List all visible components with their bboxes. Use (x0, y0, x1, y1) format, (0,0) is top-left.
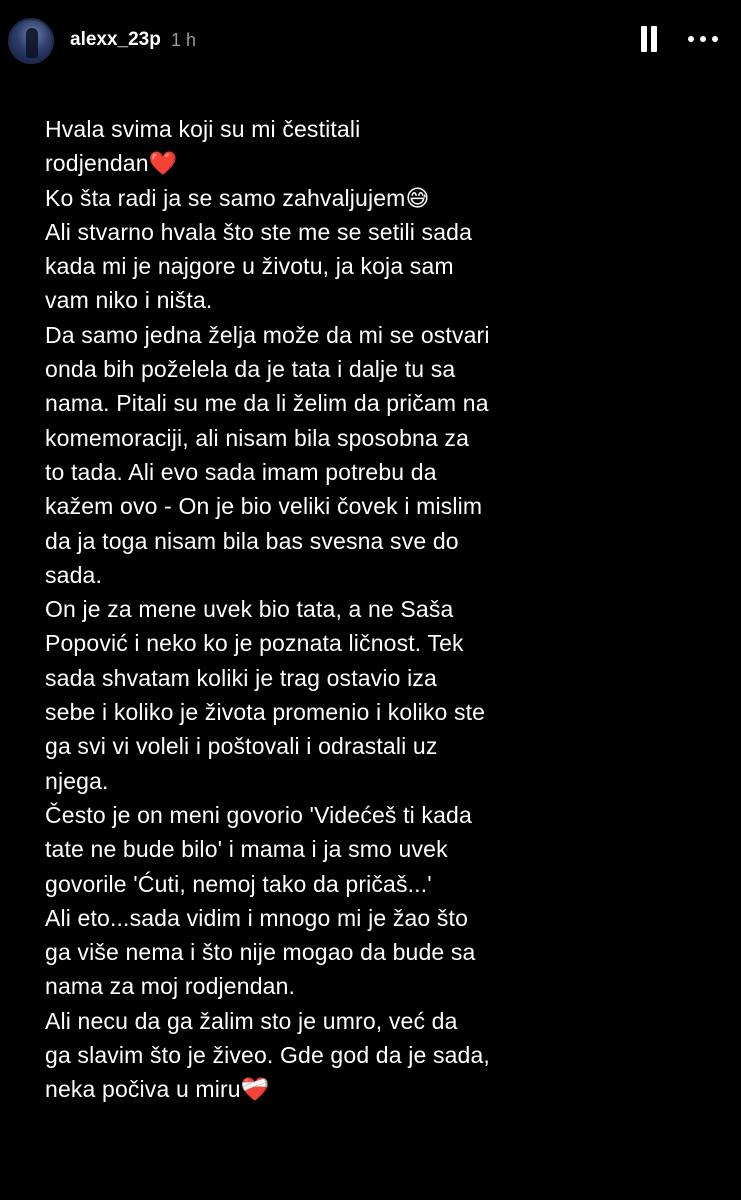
story-text-line: Hvala svima koji su mi čestitali (45, 116, 361, 142)
more-options-icon[interactable] (686, 28, 722, 50)
story-text-line: kada mi je najgore u životu, ja koja sam (45, 253, 454, 280)
story-text-line: sebe i koliko je života promenio i koliko ste (45, 699, 486, 726)
username[interactable]: alexx_23p (70, 29, 161, 50)
story-text-line: nama za moj rodjendan. (45, 973, 296, 1000)
story-text-line: Da samo jedna želja može da mi se ostvari (45, 321, 490, 348)
story-text-line: Ali necu da ga žalim sto je umro, već da (45, 1007, 458, 1034)
more-dot (688, 36, 694, 42)
pause-bar-right (651, 26, 657, 52)
story-text-line: njega. (45, 767, 109, 794)
story-text-line: Ko šta radi ja se samo zahvaljujem😅 (45, 184, 430, 211)
avatar-figure (26, 28, 38, 58)
story-text-line: rodjendan❤️ (45, 150, 178, 177)
pause-bar-left (641, 26, 647, 52)
story-text (45, 112, 565, 1107)
story-text-line: da ja toga nisam bila bas svesna sve do (45, 527, 459, 554)
story-text-line: ga slavim što je živeo. Gde god da je sada, (45, 1042, 490, 1069)
story-text-line: vam niko i ništa. (45, 287, 213, 314)
story-text-line: onda bih poželela da je tata i dalje tu sa (45, 356, 456, 383)
pause-icon[interactable] (638, 26, 660, 52)
story-text-line: Popović i neko ko je poznata ličnost. Tek (45, 630, 464, 657)
story-text-line: neka počiva u miru❤️‍🩹 (45, 1076, 270, 1103)
story-text-line: Ali eto...sada vidim i mnogo mi je žao što (45, 904, 469, 931)
story-text-line: govorile 'Ćuti, nemoj tako da pričaš...' (45, 870, 432, 897)
more-dot (700, 36, 706, 42)
story-text-line: komemoraciji, ali nisam bila sposobna za (45, 424, 470, 451)
story-text-line: sada. (45, 561, 103, 588)
more-dot (712, 36, 718, 42)
profile-avatar[interactable] (8, 18, 54, 64)
story-text-line: tate ne bude bilo' i mama i ja smo uvek (45, 836, 448, 863)
post-time: 1 h (171, 30, 197, 50)
story-text-line: kažem ovo - On je bio veliki čovek i mislim (45, 493, 483, 520)
story-text-line: On je za mene uvek bio tata, a ne Saša (45, 596, 454, 623)
story-header (0, 0, 741, 80)
story-text-line: ga više nema i što nije mogao da bude sa (45, 939, 476, 966)
story-text-line: to tada. Ali evo sada imam potrebu da (45, 458, 437, 485)
story-text-line: sada shvatam koliki je trag ostavio iza (45, 664, 437, 691)
story-text-line: ga svi vi voleli i poštovali i odrastali uz (45, 733, 438, 760)
story-text-line: Ali stvarno hvala što ste me se setili sada (45, 218, 473, 245)
story-text-line: Često je on meni govorio 'Videćeš ti kada (45, 801, 472, 828)
story-text-line: nama. Pitali su me da li želim da pričam na (45, 390, 489, 417)
